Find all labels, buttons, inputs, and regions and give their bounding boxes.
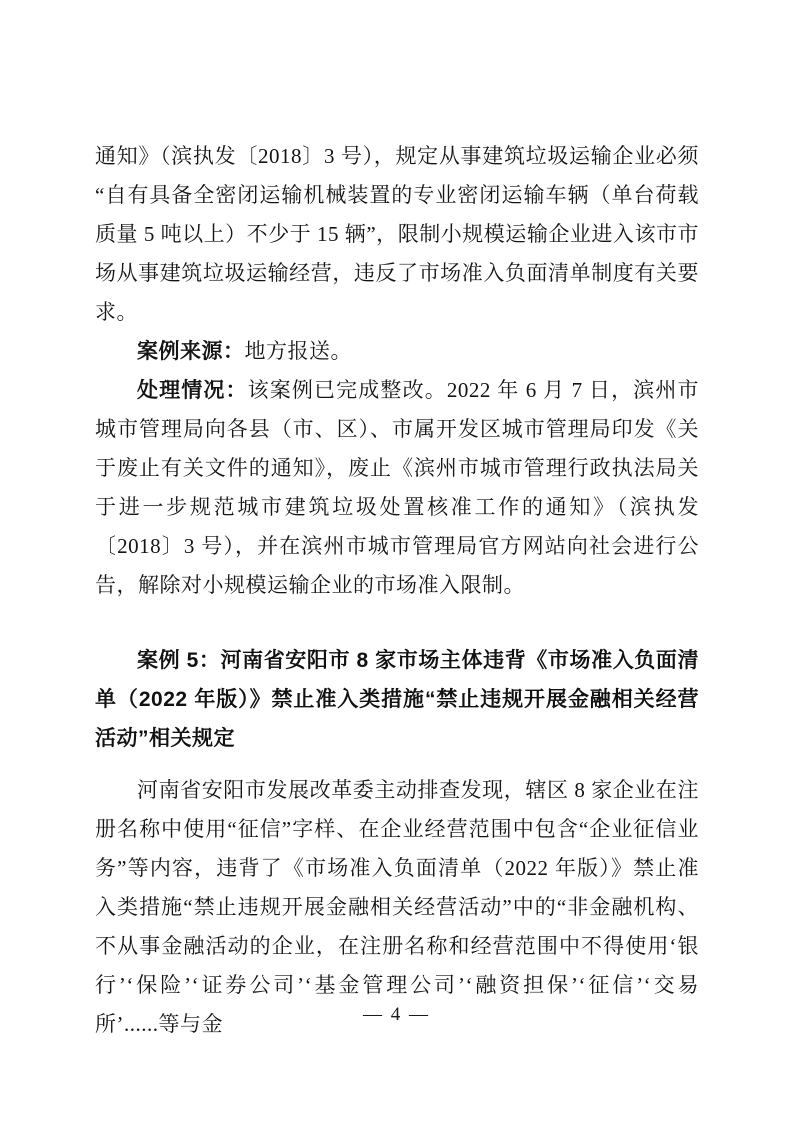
handling-status-text: 该案例已完成整改。2022 年 6 月 7 日，滨州市城市管理局向各县（市、区）、市属开发区城市管理局印发《关于废止有关文件的通知》，废止《滨州市城市管理行政执法局关于进一步规范城市建筑垃圾处置核准工作的通知》（滨执发〔2018〕3 号），并在滨州市城市管理局官方网站向社会进行公告，解除对小规模运输企业的市场准入限制。 — [95, 378, 700, 597]
page-number: — 4 — — [363, 1004, 430, 1025]
case-source-label: 案例来源： — [137, 340, 245, 363]
case-source-line — [95, 332, 699, 371]
paragraph-continuation: 通知》（滨执发〔2018〕3 号），规定从事建筑垃圾运输企业必须“自有具备全密闭运输机械装置的专业密闭运输车辆（单台荷载质量 5 吨以上）不少于 15 辆”，限制小规模运输企业进入该市市场从事建筑垃圾运输经营，违反了市场准入负面清单制度有关要求。 — [95, 144, 699, 324]
document-body — [95, 137, 699, 1044]
case5-heading: 案例 5：河南省安阳市 8 家市场主体违背《市场准入负面清单（2022 年版）》禁止准入类措施“禁止违规开展金融相关经营活动”相关规定 — [95, 649, 699, 750]
case5-paragraph: 河南省安阳市发展改革委主动排查发现，辖区 8 家企业在注册名称中使用“征信”字样、在企业经营范围中包含“企业征信业务”等内容，违背了《市场准入负面清单（2022 年版）》禁止准入类措施“禁止违规开展金融相关经营活动”中的“非金融机构、不从事金融活动的企业，在注册名称和经营范围中不得使用‘银行’‘保险’‘证券公司’‘基金管理公司’‘融资担保’‘征信’‘交易所’......等与金 — [95, 778, 699, 1036]
case-source-text: 地方报送。 — [244, 339, 352, 363]
handling-status-label: 处理情况： — [137, 379, 248, 402]
handling-status-paragraph — [95, 371, 699, 605]
